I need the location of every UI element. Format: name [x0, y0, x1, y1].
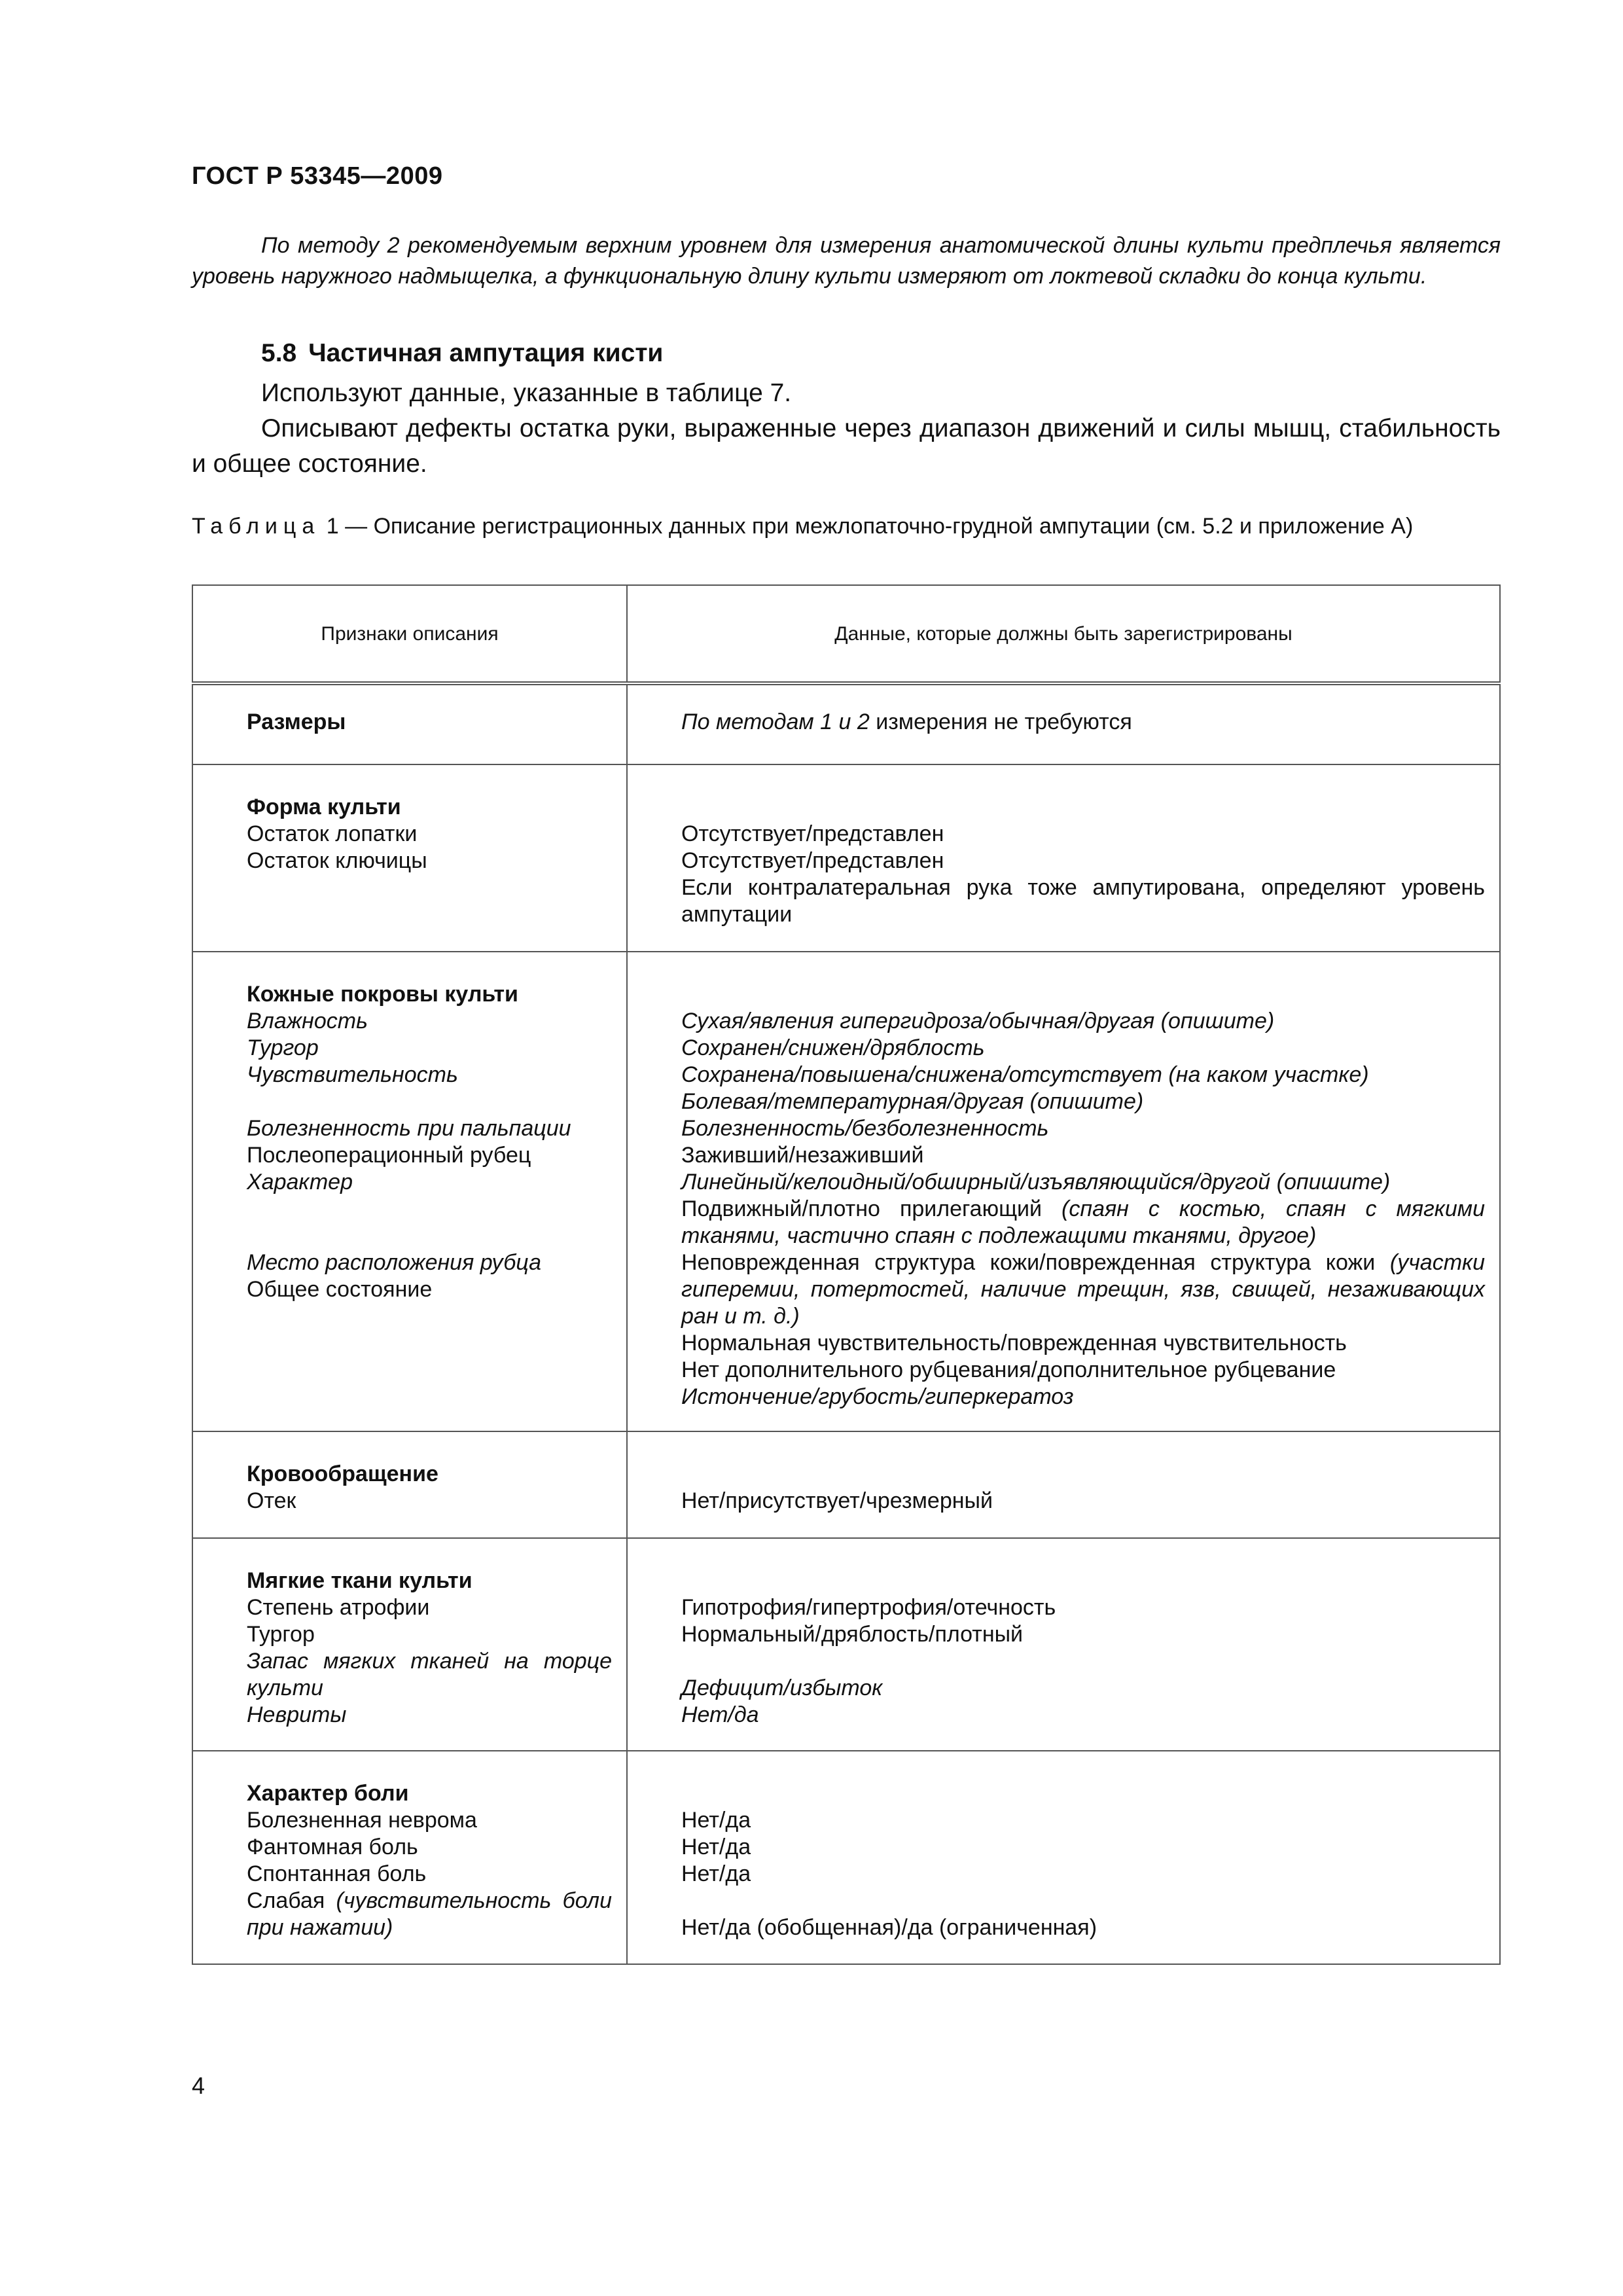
sizes-value: По методам 1 и 2 измерения не требуются: [681, 709, 1132, 734]
pain-value-1: Нет/да: [681, 1808, 751, 1833]
row-title-pain: Характер боли: [247, 1781, 409, 1806]
table-caption-label: Таблица: [192, 514, 321, 539]
skin-value-11: Нет дополнительного рубцевания/дополнительное рубцевание: [681, 1357, 1336, 1382]
soft-value-4: Нет/да: [681, 1702, 759, 1727]
row-title-sizes: Размеры: [247, 709, 346, 734]
shape-value-3: Если контралатеральная рука тоже ампутирована, определяют уровень ампутации: [681, 875, 1485, 927]
skin-item-sensitivity: Чувствительность: [247, 1062, 458, 1087]
table-caption: [192, 512, 1501, 541]
skin-value-12: Истончение/грубость/гиперкератоз: [681, 1384, 1074, 1409]
document-header: ГОСТ Р 53345—2009: [192, 162, 443, 190]
page-number: 4: [192, 2072, 205, 2099]
skin-value-2: Сохранен/снижен/дряблость: [681, 1035, 985, 1060]
table-row-circulation: [192, 1431, 1500, 1538]
table-caption-text: 1 — Описание регистрационных данных при межлопаточно-грудной ампутации (см. 5.2 и приложение А): [326, 514, 1414, 539]
shape-item-clavicle: Остаток ключицы: [247, 848, 427, 873]
soft-value-2: Нормальный/дряблость/плотный: [681, 1622, 1024, 1647]
table-header-row: [192, 585, 1500, 683]
soft-item-turgor: Тургор: [247, 1622, 315, 1647]
skin-item-palpation: Болезненность при пальпации: [247, 1116, 571, 1141]
row-title-shape: Форма культи: [247, 795, 401, 819]
shape-value-2: Отсутствует/представлен: [681, 848, 944, 873]
section-heading: [261, 339, 663, 368]
skin-item-scar-location: Место расположения рубца: [247, 1250, 542, 1275]
section-number: 5.8: [261, 339, 297, 367]
soft-value-1: Гипотрофия/гипертрофия/отечность: [681, 1595, 1056, 1620]
soft-item-reserve: Запас мягких тканей на торце культи: [247, 1649, 612, 1700]
circulation-item-edema: Отек: [247, 1488, 296, 1513]
skin-value-5: Болезненность/безболезненность: [681, 1116, 1049, 1141]
column-header-features: Признаки описания: [192, 585, 627, 683]
table-row-pain: [192, 1751, 1500, 1964]
skin-value-7: Линейный/келоидный/обширный/изъявляющийся/другой (опишите): [681, 1170, 1391, 1194]
row-title-skin: Кожные покровы культи: [247, 982, 518, 1007]
skin-value-1: Сухая/явления гипергидроза/обычная/другая (опишите): [681, 1009, 1275, 1033]
table-row-shape: [192, 764, 1500, 952]
skin-item-turgor: Тургор: [247, 1035, 319, 1060]
skin-item-general: Общее состояние: [247, 1277, 433, 1302]
shape-value-1: Отсутствует/представлен: [681, 821, 944, 846]
pain-item-spontaneous: Спонтанная боль: [247, 1861, 427, 1886]
skin-item-scar: Послеоперационный рубец: [247, 1143, 531, 1168]
table-row-skin: [192, 952, 1500, 1431]
skin-value-8: Подвижный/плотно прилегающий (спаян с костью, спаян с мягкими тканями, частично спаян с подлежащими тканями, другое): [681, 1196, 1485, 1248]
section-title: Частичная ампутация кисти: [308, 339, 664, 367]
shape-item-scapula: Остаток лопатки: [247, 821, 418, 846]
skin-value-4: Болевая/температурная/другая (опишите): [681, 1089, 1144, 1114]
soft-value-3: Дефицит/избыток: [681, 1676, 883, 1700]
row-title-soft-tissue: Мягкие ткани культи: [247, 1568, 473, 1593]
column-header-data: Данные, которые должны быть зарегистрированы: [627, 585, 1500, 683]
pain-item-phantom: Фантомная боль: [247, 1835, 418, 1859]
pain-value-3: Нет/да: [681, 1861, 751, 1886]
section-paragraph-1: Используют данные, указанные в таблице 7.: [261, 379, 792, 407]
table-row-soft-tissue: [192, 1538, 1500, 1751]
intro-paragraph: По методу 2 рекомендуемым верхним уровнем для измерения анатомической длины культи предплечья является уровень наружного надмыщелка, а функциональную длину культи измеряют от локтевой складки до конца культи.: [192, 233, 1501, 289]
skin-item-character: Характер: [247, 1170, 353, 1194]
pain-value-2: Нет/да: [681, 1835, 751, 1859]
soft-item-neuritis: Невриты: [247, 1702, 347, 1727]
soft-item-atrophy: Степень атрофии: [247, 1595, 430, 1620]
section-paragraph-2: Описывают дефекты остатка руки, выраженные через диапазон движений и силы мышц, стабильность и общее состояние.: [192, 414, 1501, 478]
registration-table: [192, 584, 1501, 1965]
row-title-circulation: Кровообращение: [247, 1462, 438, 1486]
pain-value-4: Нет/да (обобщенная)/да (ограниченная): [681, 1915, 1097, 1940]
skin-value-10: Нормальная чувствительность/поврежденная чувствительность: [681, 1331, 1347, 1355]
pain-item-neuroma: Болезненная неврома: [247, 1808, 477, 1833]
table-row-sizes: [192, 683, 1500, 764]
skin-value-3: Сохранена/повышена/снижена/отсутствует (на каком участке): [681, 1062, 1369, 1087]
skin-value-6: Заживший/незаживший: [681, 1143, 924, 1168]
circulation-value-1: Нет/присутствует/чрезмерный: [681, 1488, 993, 1513]
pain-item-weak: Слабая (чувствительность боли при нажатии): [247, 1888, 612, 1940]
skin-value-9: Неповрежденная структура кожи/поврежденная структура кожи (участки гиперемии, потертостей, наличие трещин, язв, свищей, незаживающих ран и т. д.): [681, 1250, 1485, 1329]
skin-item-moisture: Влажность: [247, 1009, 368, 1033]
